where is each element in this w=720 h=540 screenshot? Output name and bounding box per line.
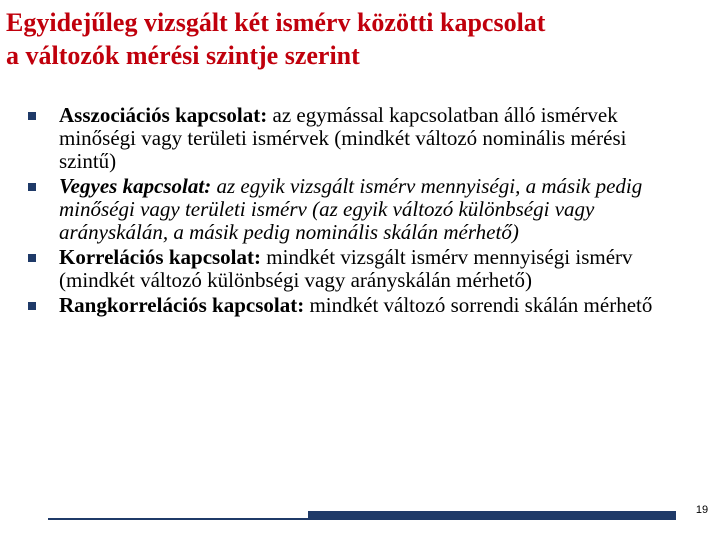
bullet-item-rangkorrelacios	[24, 294, 684, 317]
bullet-term: Asszociációs kapcsolat:	[59, 103, 268, 127]
square-bullet-icon	[28, 183, 36, 191]
bullet-text: mindkét vizsgált ismérv mennyiségi ismérv (mindkét változó különbségi vagy arányskálán mérhető)	[59, 245, 633, 292]
square-bullet-icon	[28, 254, 36, 262]
slide-title-line-1: Egyidejűleg vizsgált két ismérv közötti kapcsolat	[6, 8, 546, 37]
bullet-list	[24, 104, 684, 319]
bullet-text: az egyik vizsgált ismérv mennyiségi, a másik pedig minőségi vagy területi ismérv (az egyik változó különbségi vagy arányskálán, a másik pedig nominális skálán mérhető)	[59, 174, 643, 244]
page-number: 19	[695, 504, 709, 516]
bullet-text: az egymással kapcsolatban álló ismérvek minőségi vagy területi ismérvek (mindkét változó nominális mérési szintű)	[59, 103, 627, 173]
bullet-item-korrelacios	[24, 246, 684, 292]
square-bullet-icon	[28, 302, 36, 310]
slide-title-line-2: a változók mérési szintje szerint	[6, 41, 360, 70]
footer-divider-thin	[48, 518, 310, 520]
bullet-term: Rangkorrelációs kapcsolat:	[59, 293, 305, 317]
footer-divider-thick	[308, 511, 676, 520]
bullet-item-asszociacios	[24, 104, 684, 173]
bullet-term: Korrelációs kapcsolat:	[59, 245, 262, 269]
bullet-term: Vegyes kapcsolat:	[59, 174, 212, 198]
bullet-item-vegyes	[24, 175, 684, 244]
square-bullet-icon	[28, 112, 36, 120]
slide-title	[6, 6, 706, 72]
bullet-text: mindkét változó sorrendi skálán mérhető	[304, 293, 653, 317]
